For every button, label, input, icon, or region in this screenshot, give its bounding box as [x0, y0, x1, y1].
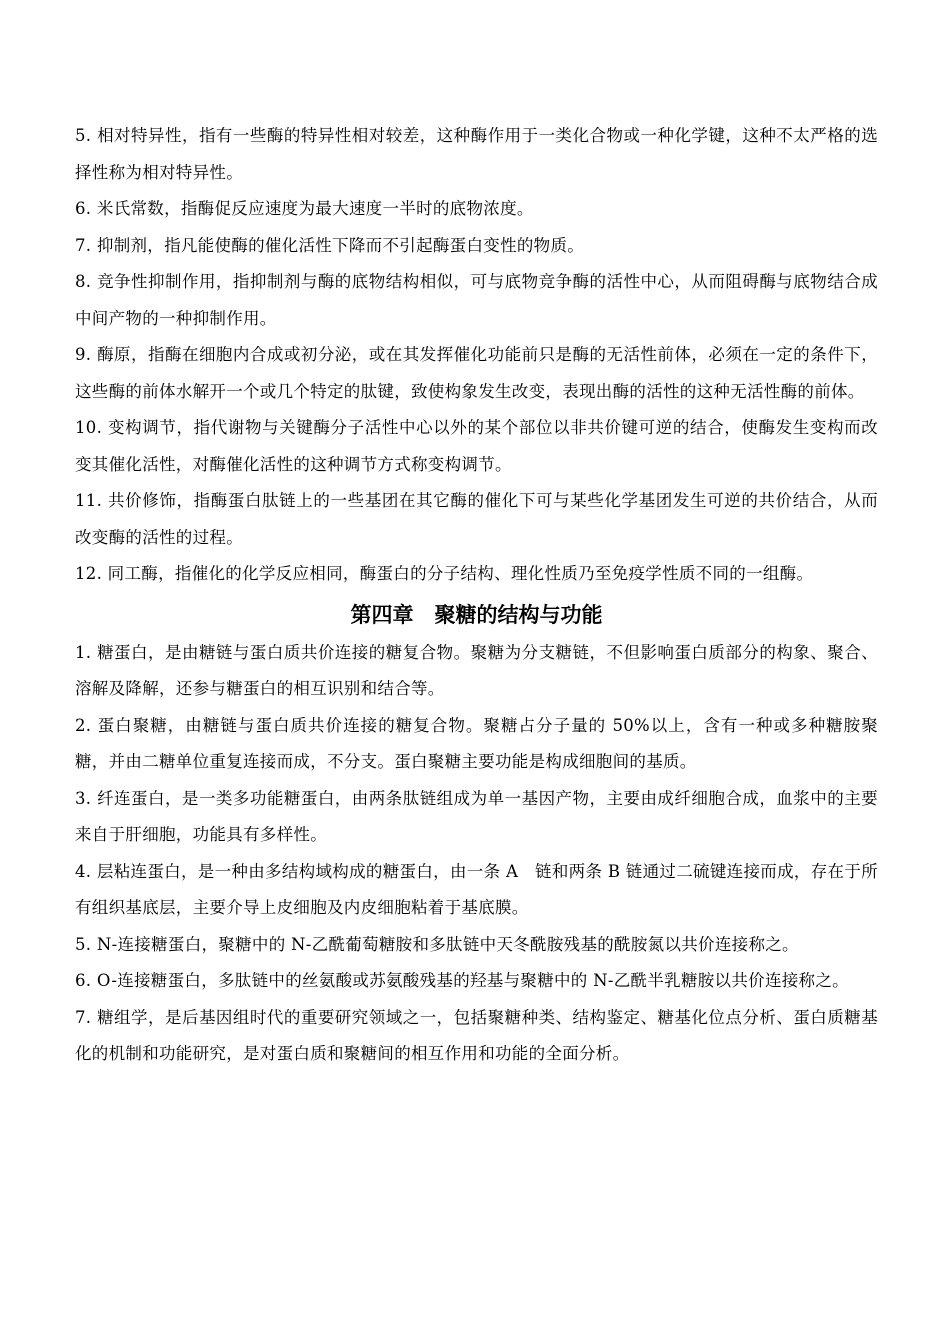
- term-item: 11. 共价修饰，指酶蛋白肽链上的一些基团在其它酶的催化下可与某些化学基团发生可逆的共价结合，从而改变酶的活性的过程。: [75, 491, 878, 547]
- term-item: 5. 相对特异性，指有一些酶的特异性相对较差，这种酶作用于一类化合物或一种化学键，这种不太严格的选择性称为相对特异性。: [75, 126, 878, 182]
- term-item: 7. 糖组学，是后基因组时代的重要研究领域之一，包括聚糖种类、结构鉴定、糖基化位点分析、蛋白质糖基化的机制和功能研究，是对蛋白质和聚糖间的相互作用和功能的全面分析。: [75, 1007, 878, 1063]
- term-item: 12. 同工酶，指催化的化学反应相同，酶蛋白的分子结构、理化性质乃至免疫学性质不同的一组酶。: [75, 564, 814, 583]
- term-item: 10. 变构调节，指代谢物与关键酶分子活性中心以外的某个部位以非共价键可逆的结合，使酶发生变构而改变其催化活性，对酶催化活性的这种调节方式称变构调节。: [75, 418, 878, 474]
- term-item: 3. 纤连蛋白，是一类多功能糖蛋白，由两条肽链组成为单一基因产物，主要由成纤细胞合成，血浆中的主要来自于肝细胞，功能具有多样性。: [75, 788, 878, 844]
- term-item: 1. 糖蛋白，是由糖链与蛋白质共价连接的糖复合物。聚糖为分支糖链，不但影响蛋白质部分的构象、聚合、溶解及降解，还参与糖蛋白的相互识别和结合等。: [75, 642, 878, 698]
- term-item: 6. 米氏常数，指酶促反应速度为最大速度一半时的底物浓度。: [75, 199, 534, 218]
- term-item: 8. 竞争性抑制作用，指抑制剂与酶的底物结构相似，可与底物竞争酶的活性中心，从而阻碍酶与底物结合成中间产物的一种抑制作用。: [75, 272, 878, 328]
- chapter-title: 第四章 聚糖的结构与功能: [350, 602, 603, 627]
- term-item: 6. O-连接糖蛋白，多肽链中的丝氨酸或苏氨酸残基的羟基与聚糖中的 N-乙酰半乳糖胺以共价连接称之。: [75, 971, 849, 990]
- term-item: 9. 酶原，指酶在细胞内合成或初分泌，或在其发挥催化功能前只是酶的无活性前体，必须在一定的条件下，这些酶的前体水解开一个或几个特定的肽键，致使构象发生改变，表现出酶的活性的这种无活性酶的前体。: [75, 345, 878, 401]
- term-item: 2. 蛋白聚糖，由糖链与蛋白质共价连接的糖复合物。聚糖占分子量的 50%以上，含有一种或多种糖胺聚糖，并由二糖单位重复连接而成，不分支。蛋白聚糖主要功能是构成细胞间的基质。: [75, 715, 878, 771]
- term-item: 5. N-连接糖蛋白，聚糖中的 N-乙酰葡萄糖胺和多肽链中天冬酰胺残基的酰胺氮以共价连接称之。: [75, 934, 799, 954]
- term-item: 4. 层粘连蛋白，是一种由多结构域构成的糖蛋白，由一条 A 链和两条 B 链通过二硫键连接而成，存在于所有组织基底层，主要介导上皮细胞及内皮细胞粘着于基底膜。: [75, 861, 878, 917]
- document-page: [75, 118, 878, 1073]
- term-item: 7. 抑制剂，指凡能使酶的催化活性下降而不引起酶蛋白变性的物质。: [75, 235, 585, 255]
